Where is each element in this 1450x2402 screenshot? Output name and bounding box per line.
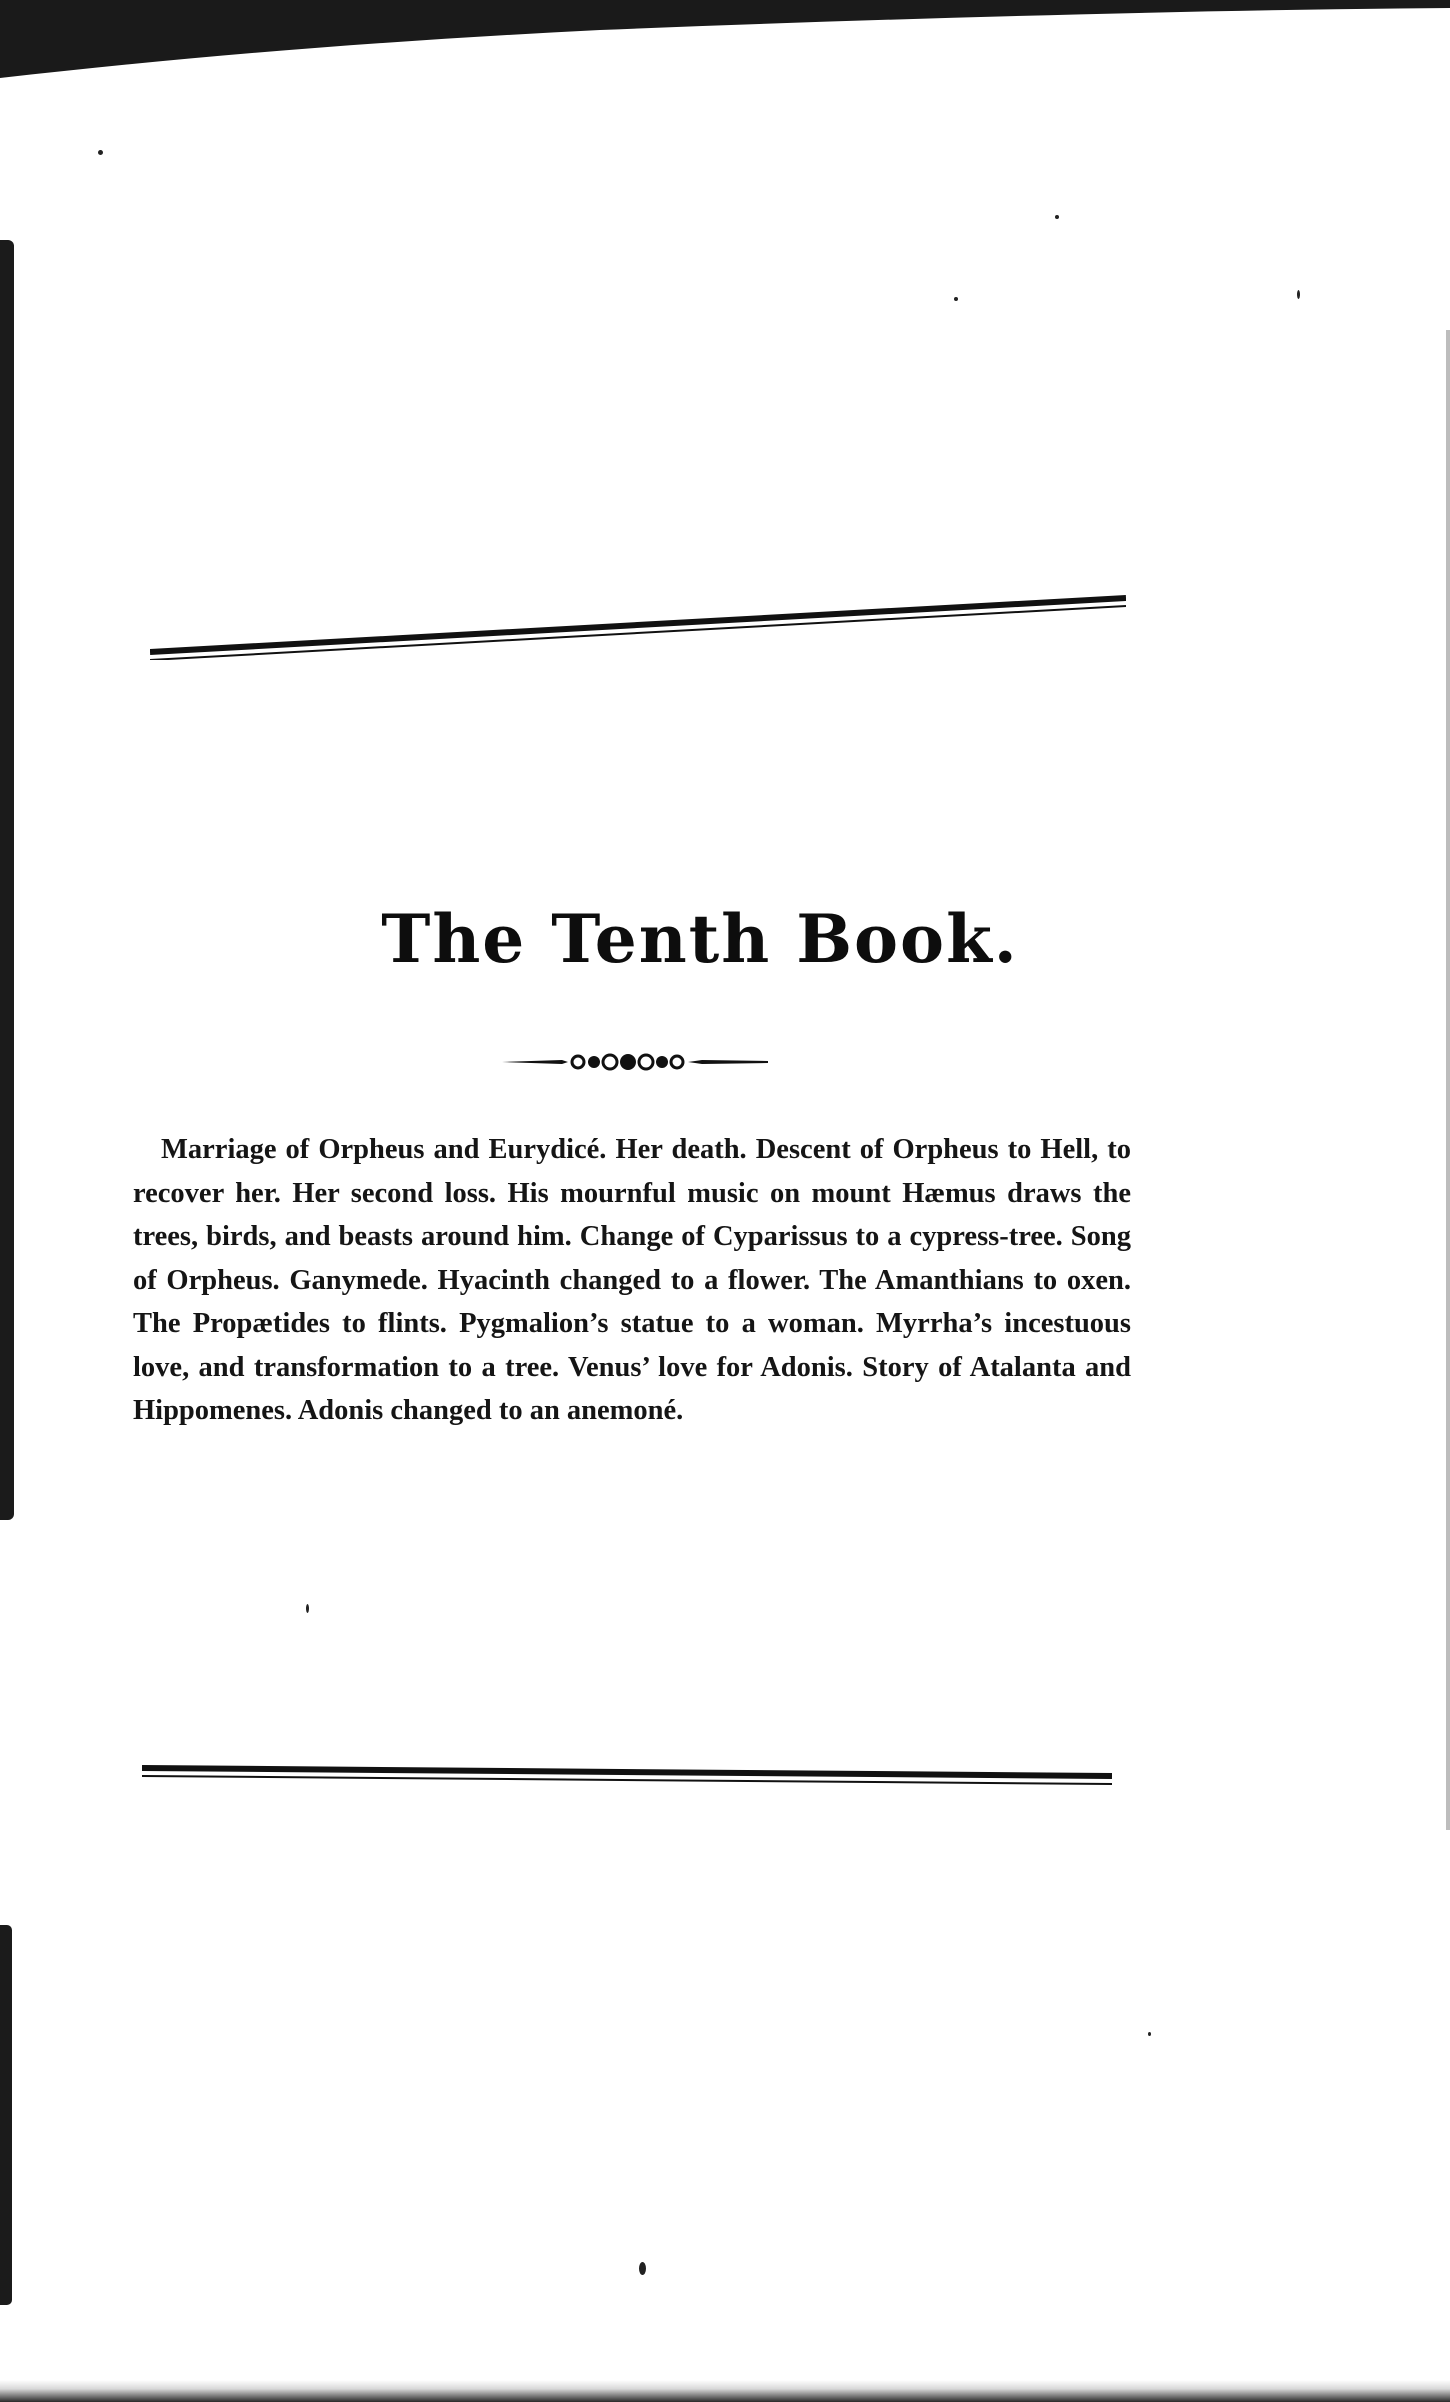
book-title: The Tenth Book. <box>381 900 1019 978</box>
scan-top-edge <box>0 0 1450 90</box>
ink-speck <box>1148 2032 1151 2036</box>
top-double-rule <box>150 590 1126 660</box>
ink-speck <box>306 1604 309 1613</box>
scan-right-edge <box>1446 330 1450 1830</box>
chain-ornament-icon <box>502 1048 768 1076</box>
ink-speck <box>1297 290 1300 299</box>
book-summary: Marriage of Orpheus and Eurydicé. Her death. Descent of Orpheus to Hell, to recover her. Her second loss. His mournful music on mount Hæmus draws the trees, birds, and beasts around him. Change of Cyparissus to a cypress-tree. Song of Orpheus. Ganymede. Hyacinth changed to a flower. The Amanthians to oxen. The Propætides to flints. Pygmalion’s statue to a woman. Myrrha’s incestuous love, and transformation to a tree. Venus’ love for Adonis. Story of Atalanta and Hippomenes. Adonis changed to an anemoné. <box>133 1134 1131 1426</box>
scan-left-edge-lower <box>0 1925 12 2305</box>
ink-speck <box>98 150 103 155</box>
ink-speck <box>639 2262 646 2275</box>
ink-speck <box>1055 215 1059 219</box>
bottom-double-rule <box>142 1762 1112 1792</box>
scan-bottom-edge <box>0 2380 1450 2402</box>
ink-speck <box>954 297 958 301</box>
scan-left-edge <box>0 240 14 1520</box>
